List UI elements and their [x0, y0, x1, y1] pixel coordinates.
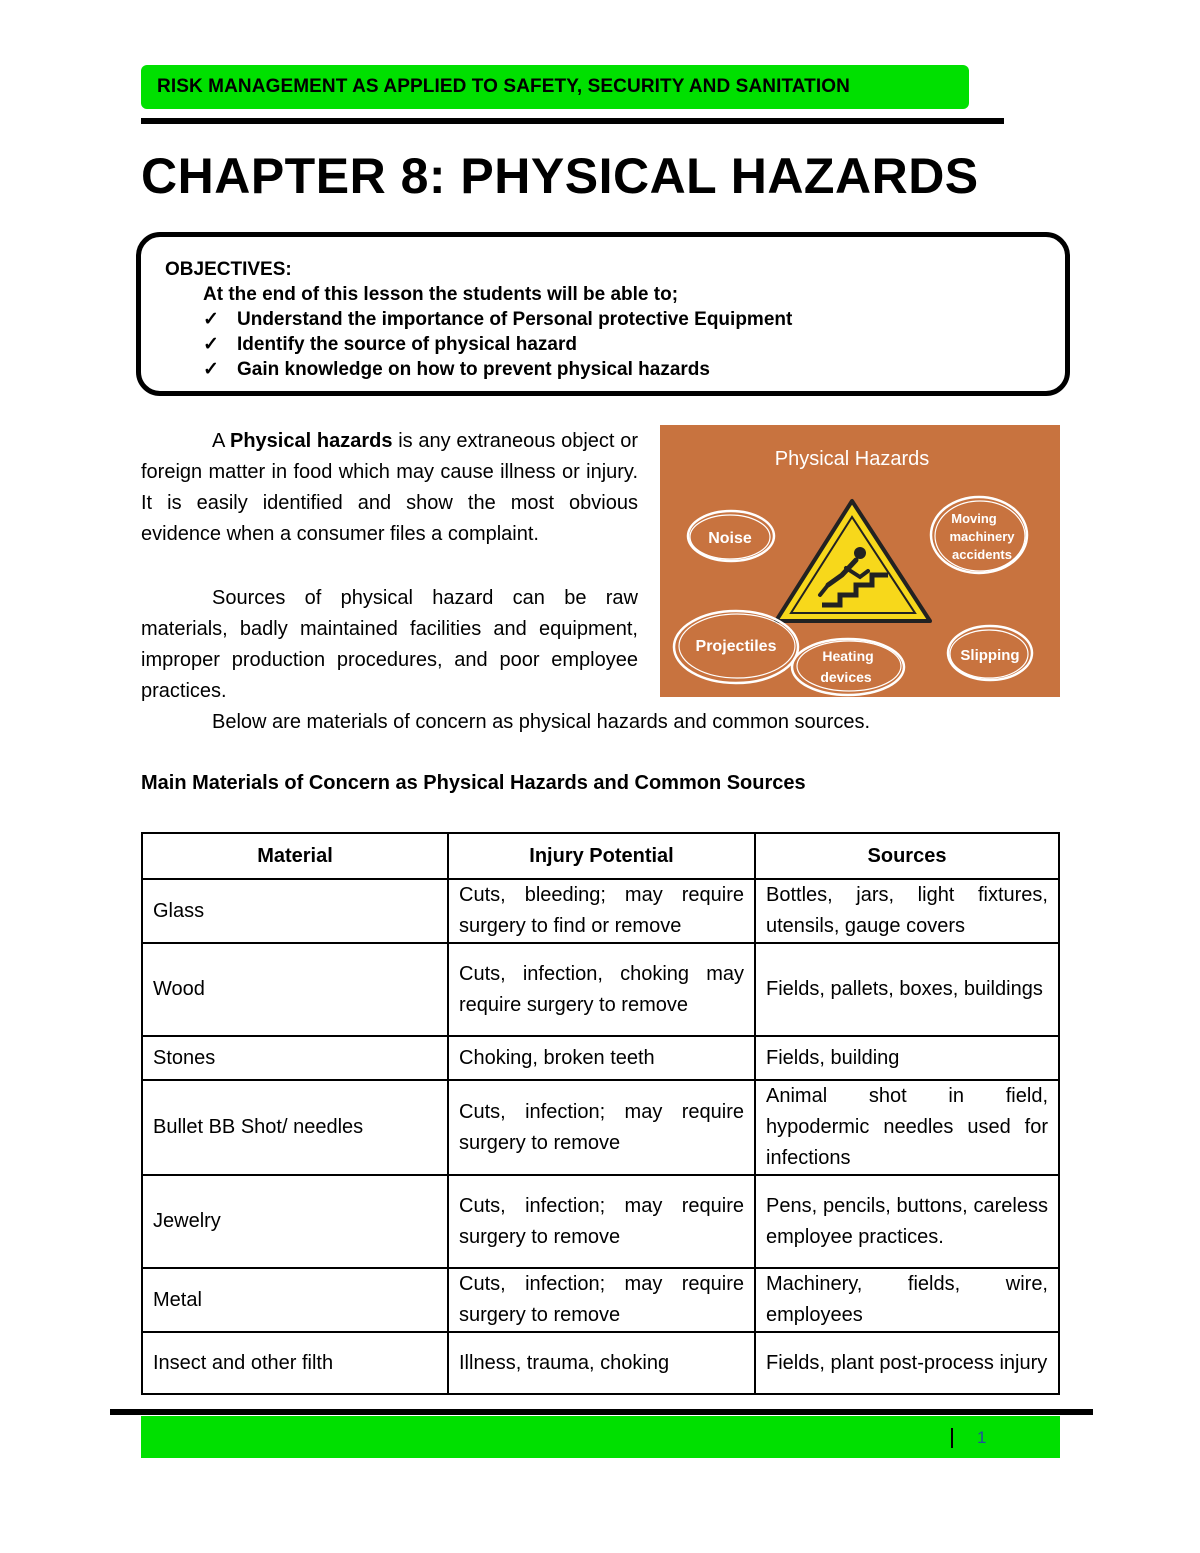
illustration-title: Physical Hazards [774, 448, 930, 470]
header-band [141, 65, 969, 109]
injury-cell: Cuts, bleeding; may require surgery to find or remove [448, 879, 755, 943]
objectives-intro: At the end of this lesson the students will be able to; [203, 284, 679, 305]
chapter-title: CHAPTER 8: PHYSICAL HAZARDS [141, 148, 979, 204]
noise-label: Noise [708, 530, 752, 547]
sources-cell: Fields, plant post-process injury [755, 1332, 1059, 1394]
heating-label-line1: Heating [822, 648, 874, 664]
table-row [142, 879, 1059, 943]
check-icon: ✓ [203, 334, 219, 355]
sources-cell: Machinery, fields, wire, employees [755, 1268, 1059, 1332]
material-cell: Wood [142, 943, 448, 1036]
material-cell: Glass [142, 879, 448, 943]
objective-item [203, 357, 1065, 382]
table-row [142, 1268, 1059, 1332]
physical-hazards-illustration [660, 425, 1060, 697]
footer-band [141, 1416, 1060, 1458]
injury-cell: Cuts, infection; may require surgery to remove [448, 1175, 755, 1268]
injury-cell: Illness, trauma, choking [448, 1332, 755, 1394]
injury-cell: Cuts, infection; may require surgery to remove [448, 1080, 755, 1175]
objective-text: Understand the importance of Personal protective Equipment [237, 309, 793, 330]
footer-rule [110, 1409, 1093, 1415]
objectives-heading: OBJECTIVES: [165, 259, 292, 280]
paragraph-definition-text: is any extraneous object or foreign matter in food which may cause illness or injury. It is easily identified and show the most obvious evidence when a consumer files a complaint. [141, 430, 638, 545]
injury-cell: Choking, broken teeth [448, 1036, 755, 1080]
material-cell: Stones [142, 1036, 448, 1080]
objectives-list [165, 307, 1065, 382]
header-injury-potential: Injury Potential [448, 833, 755, 879]
objective-text: Gain knowledge on how to prevent physical hazards [237, 359, 710, 380]
sources-cell: Bottles, jars, light fixtures, utensils, gauge covers [755, 879, 1059, 943]
table-row [142, 943, 1059, 1036]
material-cell: Bullet BB Shot/ needles [142, 1080, 448, 1175]
header-title: RISK MANAGEMENT AS APPLIED TO SAFETY, SECURITY AND SANITATION [157, 76, 850, 97]
footer-separator [951, 1428, 953, 1448]
paragraph-table-intro: Below are materials of concern as physical hazards and common sources. [212, 711, 871, 733]
sources-cell: Pens, pencils, buttons, careless employee practices. [755, 1175, 1059, 1268]
header-material: Material [142, 833, 448, 879]
sources-cell: Fields, pallets, boxes, buildings [755, 943, 1059, 1036]
injury-cell: Cuts, infection; may require surgery to remove [448, 1268, 755, 1332]
paragraph-definition [141, 426, 638, 550]
sources-cell: Animal shot in field, hypodermic needles used for infections [755, 1080, 1059, 1175]
objective-item [203, 307, 1065, 332]
header-sources: Sources [755, 833, 1059, 879]
injury-cell: Cuts, infection, choking may require surgery to remove [448, 943, 755, 1036]
slipping-label: Slipping [960, 647, 1020, 664]
sources-cell: Fields, building [755, 1036, 1059, 1080]
materials-table [141, 832, 1060, 1395]
heating-label-line2: devices [820, 669, 872, 685]
projectiles-label: Projectiles [695, 638, 777, 655]
table-row [142, 1332, 1059, 1394]
term-physical-hazards: Physical hazards [229, 430, 393, 452]
material-cell: Metal [142, 1268, 448, 1332]
moving-label-line1: Moving [951, 511, 997, 526]
objective-item [203, 332, 1065, 357]
table-header-row [142, 833, 1059, 879]
moving-label-line3: accidents [952, 547, 1012, 562]
objective-text: Identify the source of physical hazard [237, 334, 577, 355]
check-icon: ✓ [203, 359, 219, 380]
paragraph-lead: A [212, 430, 230, 452]
table-row [142, 1080, 1059, 1175]
objectives-box [136, 232, 1070, 396]
material-cell: Insect and other filth [142, 1332, 448, 1394]
paragraph-sources: Sources of physical hazard can be raw materials, badly maintained facilities and equipment, improper production procedures, and poor employee practices. [141, 587, 638, 702]
table-title: Main Materials of Concern as Physical Hazards and Common Sources [141, 772, 806, 794]
moving-label-line2: machinery [949, 529, 1015, 544]
material-cell: Jewelry [142, 1175, 448, 1268]
table-row [142, 1175, 1059, 1268]
table-row [142, 1036, 1059, 1080]
page-number: 1 [977, 1428, 987, 1447]
check-icon: ✓ [203, 309, 219, 330]
header-rule [141, 118, 1004, 124]
